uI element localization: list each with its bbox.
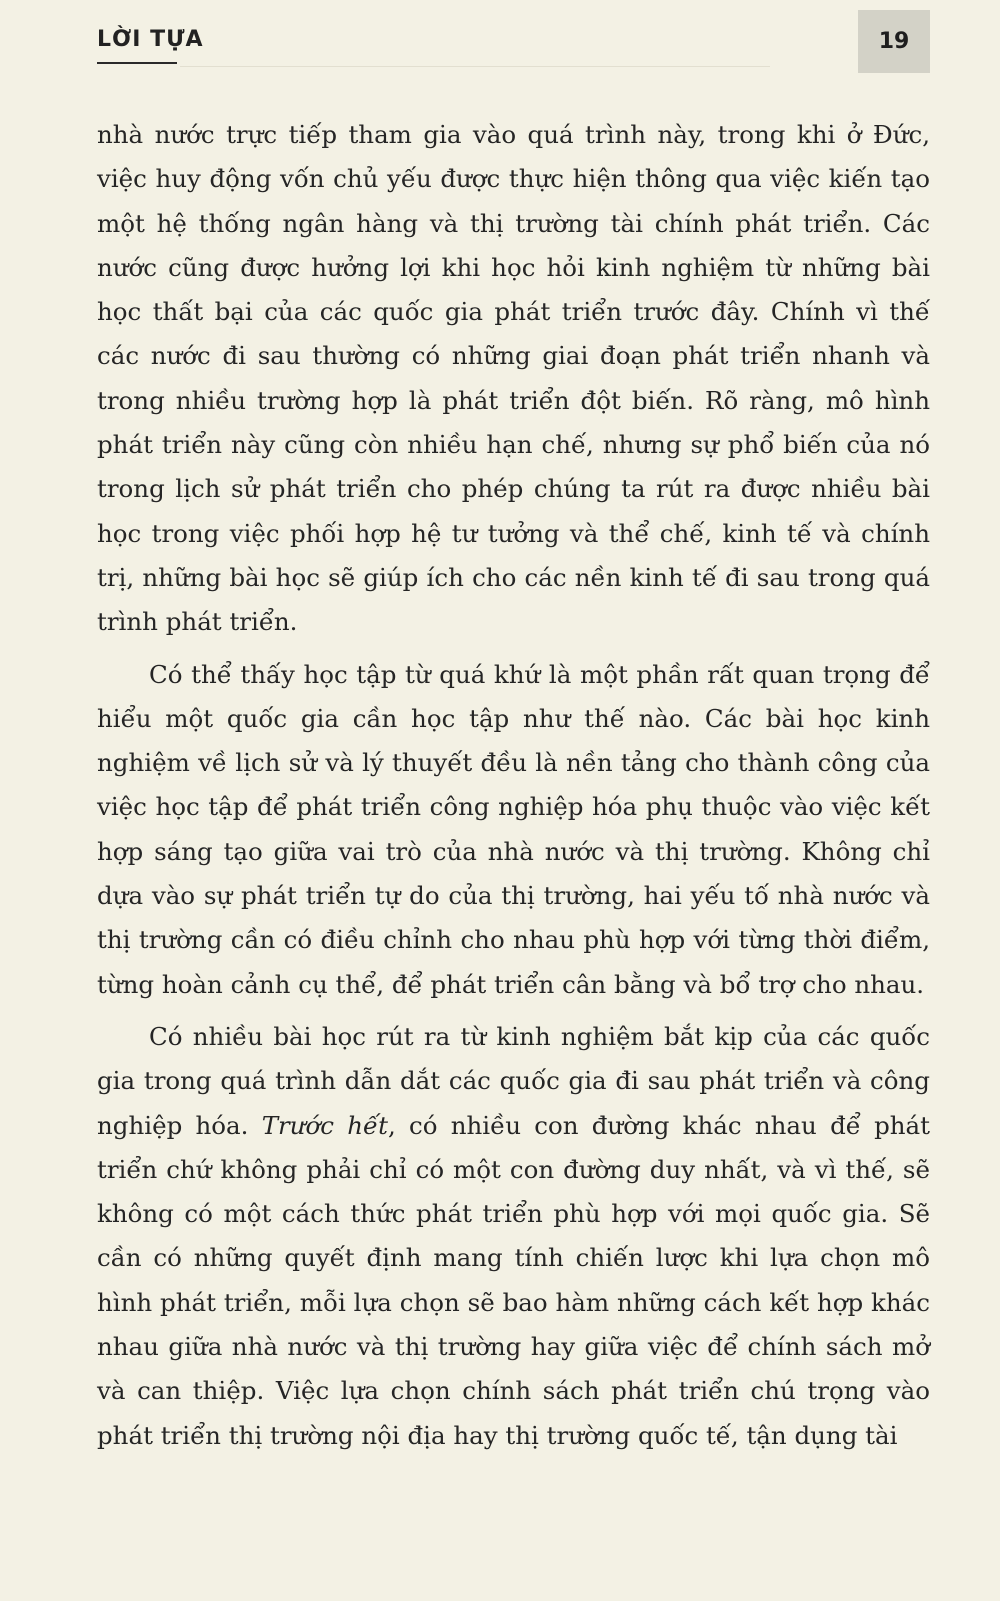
paragraph-3-emphasis: Trước hết [261, 1110, 388, 1140]
paragraph-1: nhà nước trực tiếp tham gia vào quá trình này, trong khi ở Đức, việc huy động vốn chủ yếu được thực hiện thông qua việc kiến tạo một hệ thống ngân hàng và thị trường tài chính phát triển. Các nước cũng được hưởng lợi khi học hỏi kinh nghiệm từ những bài học thất bại của các quốc gia phát triển trước đây. Chính vì thế các nước đi sau thường có những giai đoạn phát triển nhanh và trong nhiều trường hợp là phát triển đột biến. Rõ ràng, mô hình phát triển này cũng còn nhiều hạn chế, nhưng sự phổ biến của nó trong lịch sử phát triển cho phép chúng ta rút ra được nhiều bài học trong việc phối hợp hệ tư tưởng và thể chế, kinh tế và chính trị, những bài học sẽ giúp ích cho các nền kinh tế đi sau trong quá trình phát triển. [97, 120, 930, 637]
header-underline [97, 62, 177, 64]
paragraph-2: Có thể thấy học tập từ quá khứ là một phần rất quan trọng để hiểu một quốc gia cần học tập như thế nào. Các bài học kinh nghiệm về lịch sử và lý thuyết đều là nền tảng cho thành công của việc học tập để phát triển công nghiệp hóa phụ thuộc vào việc kết hợp sáng tạo giữa vai trò của nhà nước và thị trường. Không chỉ dựa vào sự phát triển tự do của thị trường, hai yếu tố nhà nước và thị trường cần có điều chỉnh cho nhau phù hợp với từng thời điểm, từng hoàn cảnh cụ thể, để phát triển cân bằng và bổ trợ cho nhau. [97, 659, 930, 999]
paragraph-3-rest: , có nhiều con đường khác nhau để phát triển chứ không phải chỉ có một con đường duy nhất, và vì thế, sẽ không có một cách thức phát triển phù hợp với mọi quốc gia. Sẽ cần có những quyết định mang tính chiến lược khi lựa chọn mô hình phát triển, mỗi lựa chọn sẽ bao hàm những cách kết hợp khác nhau giữa nhà nước và thị trường hay giữa việc để chính sách mở và can thiệp. Việc lựa chọn chính sách phát triển chú trọng vào phát triển thị trường nội địa hay thị trường quốc tế, tận dụng tài [97, 1110, 930, 1450]
body-text [97, 113, 930, 1458]
paragraph-3-start: Có nhiều bài học rút ra từ kinh nghiệm bắt kịp của các quốc gia trong quá trình dẫn dắt các quốc gia đi sau phát triển và công nghiệp hóa. [97, 1021, 930, 1140]
chapter-title: LỜI TỰA [97, 27, 204, 52]
paragraph-3 [97, 1015, 930, 1458]
page-number-box [858, 10, 930, 73]
page-number: 19 [878, 29, 910, 54]
header-divider [180, 66, 770, 67]
